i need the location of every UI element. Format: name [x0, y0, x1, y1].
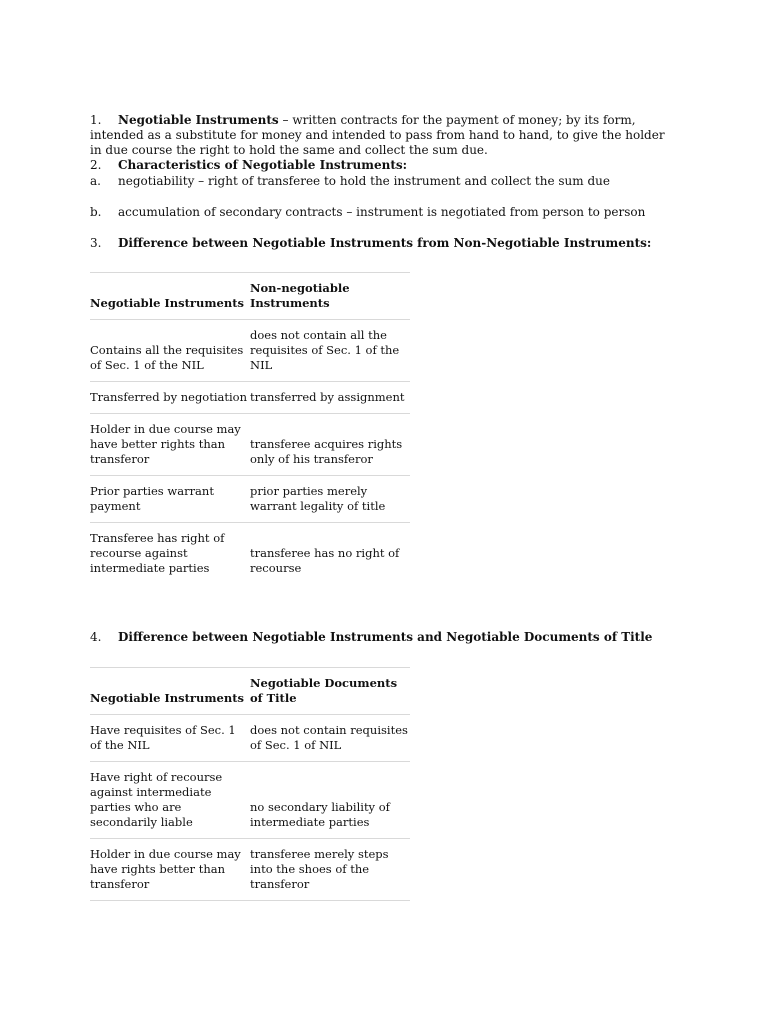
item-2a-letter: a. — [90, 174, 101, 188]
table-row — [90, 320, 410, 382]
table-cell: Transferee has right of recourse against intermediate parties — [90, 523, 250, 585]
item-2b — [90, 205, 645, 220]
table-cell: no secondary liability of intermediate parties — [250, 762, 410, 839]
table-header-cell: Negotiable Instruments — [90, 273, 250, 320]
table-row — [90, 715, 410, 762]
table-cell: Holder in due course may have rights better than transferor — [90, 839, 250, 901]
table-header-cell: Non-negotiable Instruments — [250, 273, 410, 320]
item-1-definition-text: – written contracts for the payment of money; by its form, intended as a substitute for money and intended to pass from hand to hand, to give the holder in due course the right to hold the same and collect the sum due. — [90, 113, 665, 157]
table-row — [90, 762, 410, 839]
table-cell: transferee merely steps into the shoes of the transferor — [250, 839, 410, 901]
item-2b-letter: b. — [90, 205, 102, 219]
table-row — [90, 523, 410, 585]
item-1-definition — [90, 113, 665, 158]
item-3-heading-text: Difference between Negotiable Instruments from Non-Negotiable Instruments: — [118, 236, 652, 250]
table-cell: transferred by assignment — [250, 382, 410, 414]
item-3-heading — [90, 236, 651, 251]
table-row — [90, 476, 410, 523]
table-cell: Have requisites of Sec. 1 of the NIL — [90, 715, 250, 762]
item-4-heading-text: Difference between Negotiable Instruments and Negotiable Documents of Title — [118, 630, 653, 644]
table-row — [90, 382, 410, 414]
table-cell: transferee acquires rights only of his transferor — [250, 414, 410, 476]
item-4-heading — [90, 630, 652, 645]
item-2a-text: negotiability – right of transferee to hold the instrument and collect the sum due — [118, 174, 610, 188]
item-2-heading-text: Characteristics of Negotiable Instruments: — [118, 158, 408, 172]
table-cell: Transferred by negotiation — [90, 382, 250, 414]
item-2-heading — [90, 158, 407, 173]
table-cell: Contains all the requisites of Sec. 1 of the NIL — [90, 320, 250, 382]
table-cell: does not contain requisites of Sec. 1 of NIL — [250, 715, 410, 762]
table-row — [90, 414, 410, 476]
table-negotiable-vs-non-negotiable — [90, 272, 410, 584]
item-1-number: 1. — [90, 113, 102, 127]
item-2a — [90, 174, 610, 189]
table-cell: Holder in due course may have better rights than transferor — [90, 414, 250, 476]
table-cell: prior parties merely warrant legality of title — [250, 476, 410, 523]
table-header-row — [90, 668, 410, 715]
item-2b-text: accumulation of secondary contracts – instrument is negotiated from person to person — [118, 205, 646, 219]
item-3-number: 3. — [90, 236, 102, 250]
item-4-number: 4. — [90, 630, 102, 644]
item-1-term: Negotiable Instruments — [118, 113, 279, 127]
table-header-cell: Negotiable Documents of Title — [250, 668, 410, 715]
table-cell: does not contain all the requisites of Sec. 1 of the NIL — [250, 320, 410, 382]
table-row — [90, 839, 410, 901]
item-2-number: 2. — [90, 158, 102, 172]
table-cell: transferee has no right of recourse — [250, 523, 410, 585]
table-cell: Prior parties warrant payment — [90, 476, 250, 523]
table-header-row — [90, 273, 410, 320]
table-instruments-vs-documents-of-title — [90, 667, 410, 901]
table-header-cell: Negotiable Instruments — [90, 668, 250, 715]
table-cell: Have right of recourse against intermediate parties who are secondarily liable — [90, 762, 250, 839]
